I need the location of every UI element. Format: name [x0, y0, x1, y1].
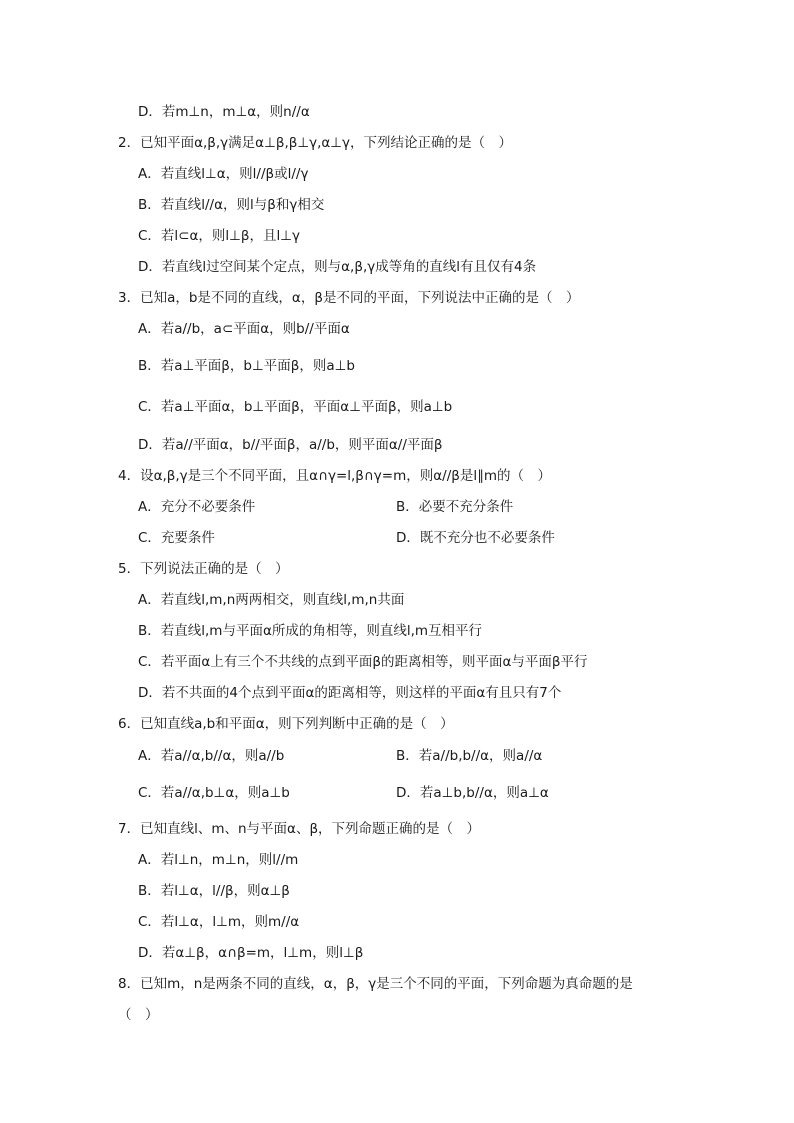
text-line: D．若不共面的4个点到平面α的距离相等，则这样的平面α有且只有7个 [138, 685, 562, 701]
text-line: D．若α⊥β，α∩β=m，l⊥m，则l⊥β [138, 945, 364, 961]
text-line: B．若l⊥α，l//β，则α⊥β [138, 883, 290, 899]
text-line: A．若l⊥n，m⊥n，则l//m [138, 852, 299, 868]
text-line: 5．下列说法正确的是（ ） [118, 561, 289, 577]
text-line: C．若l⊂α，则l⊥β，且l⊥γ [138, 228, 301, 244]
text-line: 3．已知a，b是不同的直线，α，β是不同的平面，下列说法中正确的是（ ） [118, 290, 580, 306]
text-line: A．若a//α,b//α，则a//b [138, 748, 285, 764]
text-line: C．若平面α上有三个不共线的点到平面β的距离相等，则平面α与平面β平行 [138, 654, 588, 670]
text-line: 7．已知直线l、m、n与平面α、β，下列命题正确的是（ ） [118, 821, 481, 837]
text-line: D．若直线l过空间某个定点，则与α,β,γ成等角的直线l有且仅有4条 [138, 259, 537, 275]
text-line: D．若a⊥b,b//α，则a⊥α [396, 785, 549, 801]
text-line: A．若a//b，a⊂平面α，则b//平面α [138, 321, 350, 337]
text-line: 2．已知平面α,β,γ满足α⊥β,β⊥γ,α⊥γ，下列结论正确的是（ ） [118, 135, 513, 151]
text-line: A．若直线l⊥α，则l//β或l//γ [138, 166, 309, 182]
text-line: B．若a//b,b//α，则a//α [396, 748, 543, 764]
text-line: A．若直线l,m,n两两相交，则直线l,m,n共面 [138, 592, 405, 608]
text-line: B．若直线l//α，则l与β和γ相交 [138, 197, 325, 213]
text-line: 6．已知直线a,b和平面α，则下列判断中正确的是（ ） [118, 716, 454, 732]
text-line: B．若直线l,m与平面α所成的角相等，则直线l,m互相平行 [138, 623, 483, 639]
text-line: C．若a⊥平面α，b⊥平面β，平面α⊥平面β，则a⊥b [138, 399, 453, 415]
text-line: B．若a⊥平面β，b⊥平面β，则a⊥b [138, 358, 355, 374]
text-line: C．若a//α,b⊥α，则a⊥b [138, 785, 290, 801]
text-line: C．充要条件 [138, 530, 215, 546]
text-line: D．若a//平面α，b//平面β，a//b，则平面α//平面β [138, 437, 443, 453]
text-line: B．必要不充分条件 [396, 499, 514, 515]
text-line: D．若m⊥n，m⊥α，则n//α [138, 104, 310, 120]
text-line: 4．设α,β,γ是三个不同平面，且α∩γ=l,β∩γ=m，则α//β是l∥m的（ ） [118, 468, 552, 484]
text-line: C．若l⊥α，l⊥m，则m//α [138, 914, 300, 930]
text-line: A．充分不必要条件 [138, 499, 256, 515]
text-line: D．既不充分也不必要条件 [396, 530, 555, 546]
text-line: 8．已知m，n是两条不同的直线，α，β，γ是三个不同的平面，下列命题为真命题的是 [118, 976, 633, 992]
text-line: （ ） [118, 1007, 159, 1023]
